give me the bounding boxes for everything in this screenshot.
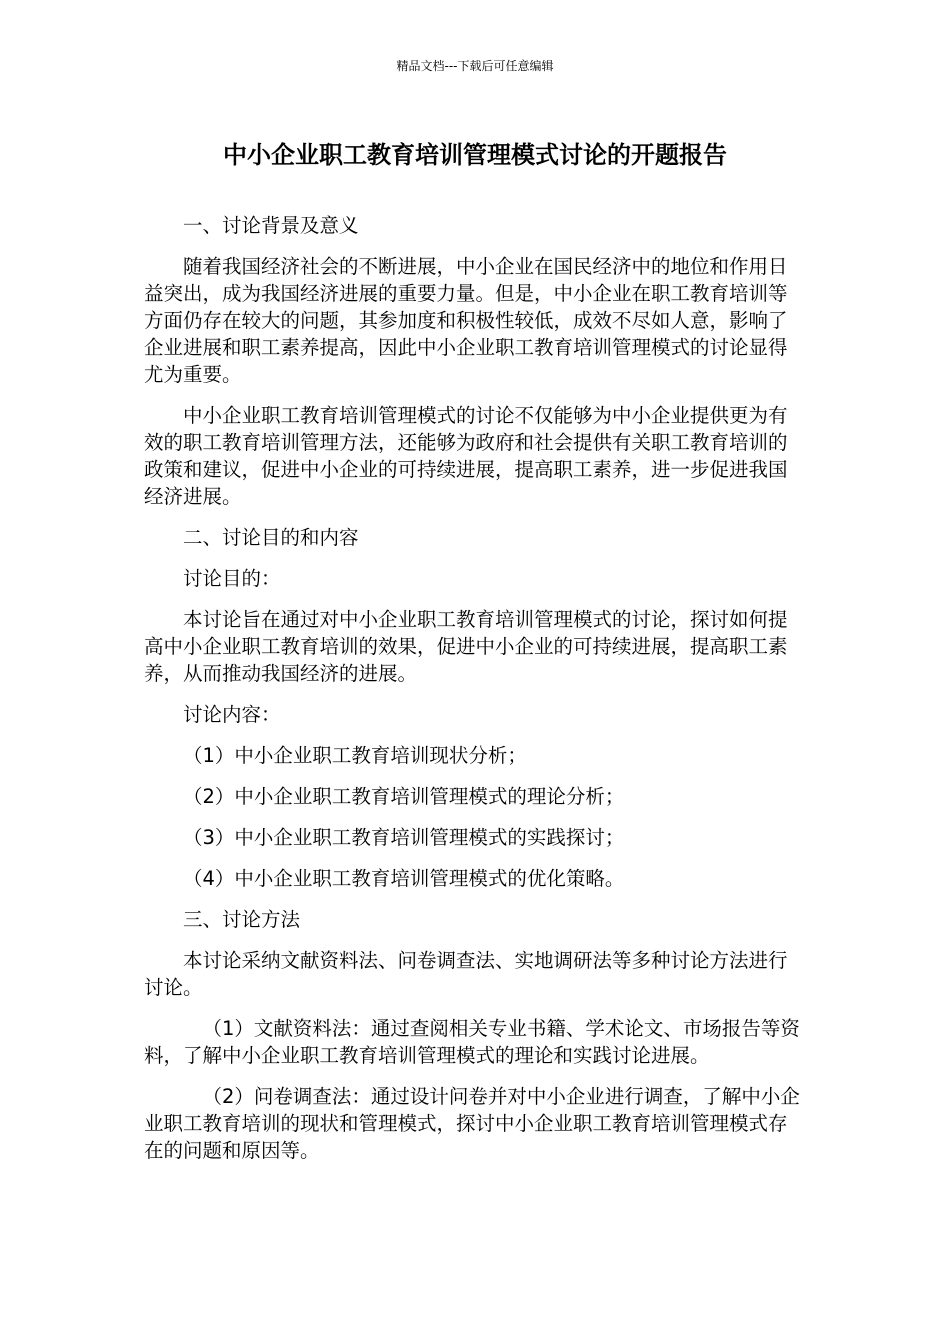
header-note: 精品文档---下载后可任意编辑	[396, 59, 554, 73]
section-heading-background: 一、讨论背景及意义	[183, 214, 359, 237]
paragraph-background-1: 随着我国经济社会的不断进展，中小企业在国民经济中的地位和作用日益突出，成为我国经济进展的重要力量。但是，中小企业在职工教育培训等方面仍存在较大的问题，其参加度和积极性较低，成效不尽如人意，影响了企业进展和职工素养提高，因此中小企业职工教育培训管理模式的讨论显得尤为重要。	[144, 255, 788, 386]
section-heading-purpose-content: 二、讨论目的和内容	[183, 526, 359, 549]
content-list-item: （2）中小企业职工教育培训管理模式的理论分析；	[183, 785, 625, 808]
content-list-item: （4）中小企业职工教育培训管理模式的优化策略。	[183, 867, 625, 890]
method-item-survey: （2）问卷调查法：通过设计问卷并对中小企业进行调查，了解中小企业职工教育培训的现状和管理模式，探讨中小企业职工教育培训管理模式存在的问题和原因等。	[144, 1085, 800, 1162]
subheading-content: 讨论内容：	[183, 703, 281, 726]
method-item-literature: （1）文献资料法：通过查阅相关专业书籍、学术论文、市场报告等资料，了解中小企业职工教育培训管理模式的理论和实践讨论进展。	[144, 1017, 800, 1067]
document-title: 中小企业职工教育培训管理模式讨论的开题报告	[223, 141, 727, 169]
paragraph-purpose: 本讨论旨在通过对中小企业职工教育培训管理模式的讨论，探讨如何提高中小企业职工教育培训的效果，促进中小企业的可持续进展，提高职工素养，从而推动我国经济的进展。	[144, 608, 788, 685]
content-list-item: （1）中小企业职工教育培训现状分析；	[183, 744, 527, 767]
paragraph-background-2: 中小企业职工教育培训管理模式的讨论不仅能够为中小企业提供更为有效的职工教育培训管理方法，还能够为政府和社会提供有关职工教育培训的政策和建议，促进中小企业的可持续进展，提高职工素养，进一步促进我国经济进展。	[144, 404, 788, 508]
subheading-purpose: 讨论目的：	[183, 567, 281, 590]
section-heading-methods: 三、讨论方法	[183, 908, 301, 931]
document-body	[144, 212, 806, 1178]
paragraph-methods: 本讨论采纳文献资料法、问卷调查法、实地调研法等多种讨论方法进行讨论。	[144, 949, 788, 999]
content-list-item: （3）中小企业职工教育培训管理模式的实践探讨；	[183, 826, 625, 849]
